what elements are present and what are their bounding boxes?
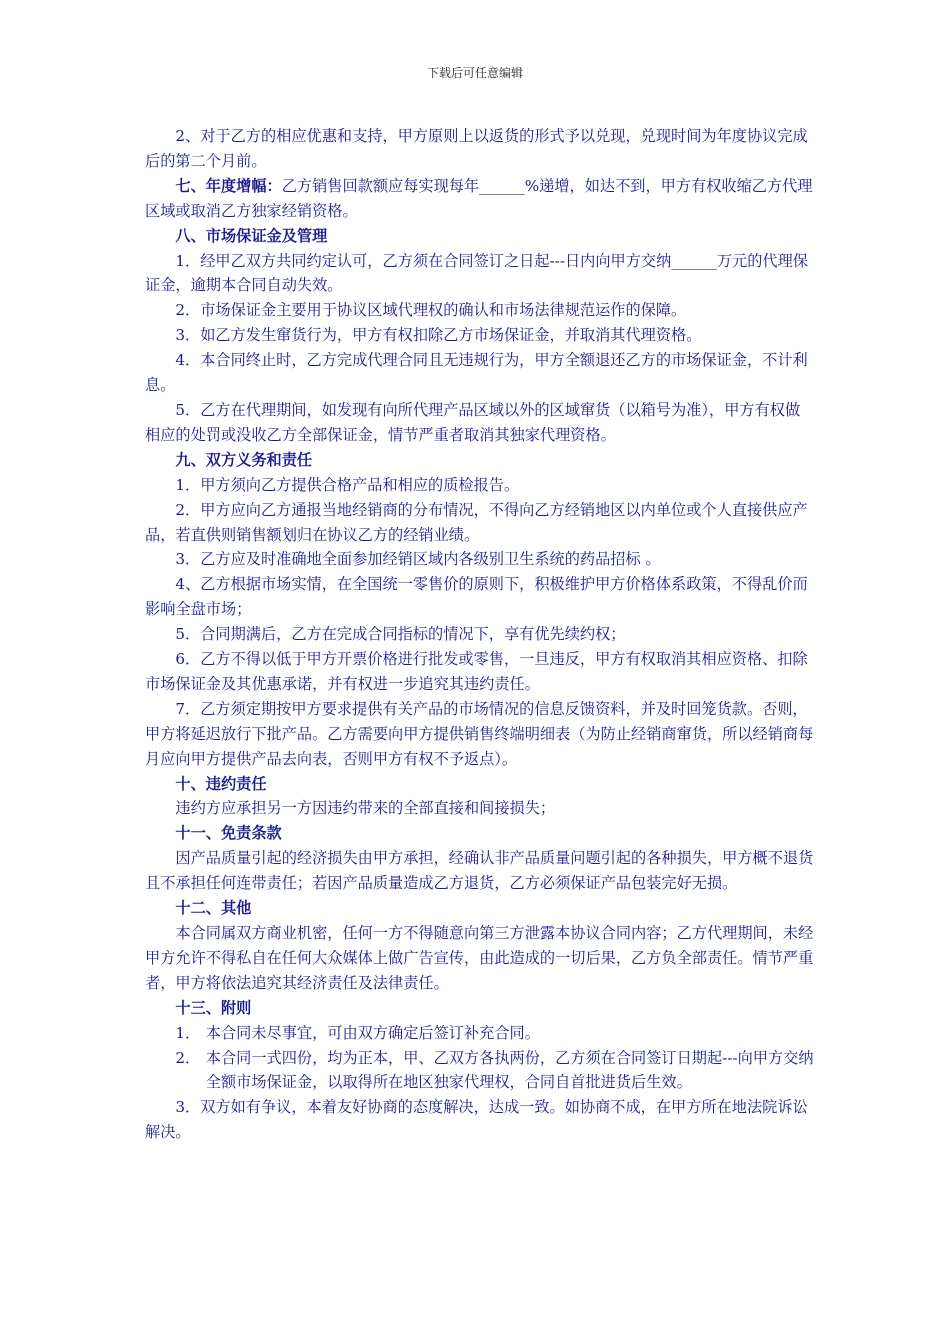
paragraph: 2．甲方应向乙方通报当地经销商的分布情况，不得向乙方经销地区以内单位或个人直接供应产品，若直供则销售额划归在协议乙方的经销业绩。: [145, 500, 808, 544]
contract-body: [145, 124, 815, 1145]
section-heading: 十二、其他: [175, 899, 252, 918]
section-heading-annual-growth: 七、年度增幅：: [175, 176, 282, 195]
section-heading: 十三、附则: [175, 998, 252, 1017]
paragraph: 7．乙方须定期按甲方要求提供有关产品的市场情况的信息反馈资料，并及时回笼货款。否则，甲方将延迟放行下批产品。乙方需要向甲方提供销售终端明细表（为防止经销商窜货，所以经销商每月应向甲方提供产品去向表，否则甲方有权不予返点）。: [145, 699, 814, 768]
section-heading: 八、市场保证金及管理: [175, 226, 328, 245]
paragraph: 1．经甲乙双方共同约定认可，乙方须在合同签订之日起---日内向甲方交纳______万元的代理保证金，逾期本合同自动失效。: [145, 251, 808, 295]
list-text: 本合同未尽事宜，可由双方确定后签订补充合同。: [205, 1023, 540, 1042]
paragraph: 2、对于乙方的相应优惠和支持，甲方原则上以返货的形式予以兑现，兑现时间为年度协议完成后的第二个月前。: [145, 127, 808, 170]
paragraph: 4、乙方根据市场实情，在全国统一零售价的原则下，积极维护甲方价格体系政策，不得乱价而影响全盘市场；: [145, 575, 808, 619]
list-text: 本合同一式四份，均为正本，甲、乙双方各执两份，乙方须在合同签订日期起---向甲方交纳全额市场保证金，以取得所在地区独家代理权，合同自首批进货后生效。: [205, 1048, 814, 1092]
paragraph: 4．本合同终止时，乙方完成代理合同且无违规行为，甲方全额退还乙方的市场保证金，不计利息。: [145, 351, 808, 395]
list-item: [145, 1021, 815, 1046]
paragraph: 5．合同期满后，乙方在完成合同指标的情况下，享有优先续约权；: [175, 625, 626, 644]
list-number: 1．: [175, 1023, 201, 1042]
paragraph: 因产品质量引起的经济损失由甲方承担，经确认非产品质量问题引起的各种损失，甲方概不退货且不承担任何连带责任；若因产品质量造成乙方退货，乙方必须保证产品包装完好无损。: [145, 849, 814, 893]
paragraph: 3．如乙方发生窜货行为，甲方有权扣除乙方市场保证金，并取消其代理资格。: [175, 326, 702, 345]
paragraph: 违约方应承担另一方因违约带来的全部直接和间接损失；: [175, 799, 556, 818]
paragraph: 本合同属双方商业机密，任何一方不得随意向第三方泄露本协议合同内容；乙方代理期间，未经甲方允许不得私自在任何大众媒体上做广告宣传，由此造成的一切后果，乙方负全部责任。情节严重者，甲方将依法追究其经济责任及法律责任。: [145, 924, 814, 992]
page-header: 下载后可任意编辑: [426, 66, 523, 80]
paragraph: 5．乙方在代理期间，如发现有向所代理产品区域以外的区域窜货（以箱号为准），甲方有权做相应的处罚或没收乙方全部保证金，情节严重者取消其独家代理资格。: [145, 400, 801, 444]
paragraph: 2．市场保证金主要用于协议区域代理权的确认和市场法律规范运作的保障。: [175, 301, 687, 320]
paragraph: [145, 174, 815, 224]
section-heading: 九、双方义务和责任: [175, 450, 313, 469]
list-number: 2．: [175, 1048, 201, 1067]
paragraph: 3．乙方应及时准确地全面参加经销区域内各级别卫生系统的药品招标 。: [175, 550, 661, 569]
paragraph: 6．乙方不得以低于甲方开票价格进行批发或零售，一旦违反，甲方有权取消其相应资格、扣除市场保证金及其优惠承诺，并有权进一步追究其违约责任。: [145, 650, 808, 693]
list-item: [145, 1046, 815, 1096]
paragraph: 1．甲方须向乙方提供合格产品和相应的质检报告。: [175, 475, 520, 494]
section-heading: 十一、免责条款: [175, 824, 282, 843]
section-heading: 十、违约责任: [175, 774, 267, 793]
paragraph-text: 乙方销售回款额应每实现每年______%递增，如达不到，甲方有权收缩乙方代理区域或取消乙方独家经销资格。: [145, 176, 813, 220]
paragraph: 3．双方如有争议，本着友好协商的态度解决，达成一致。如协商不成，在甲方所在地法院诉讼解决。: [145, 1098, 808, 1142]
